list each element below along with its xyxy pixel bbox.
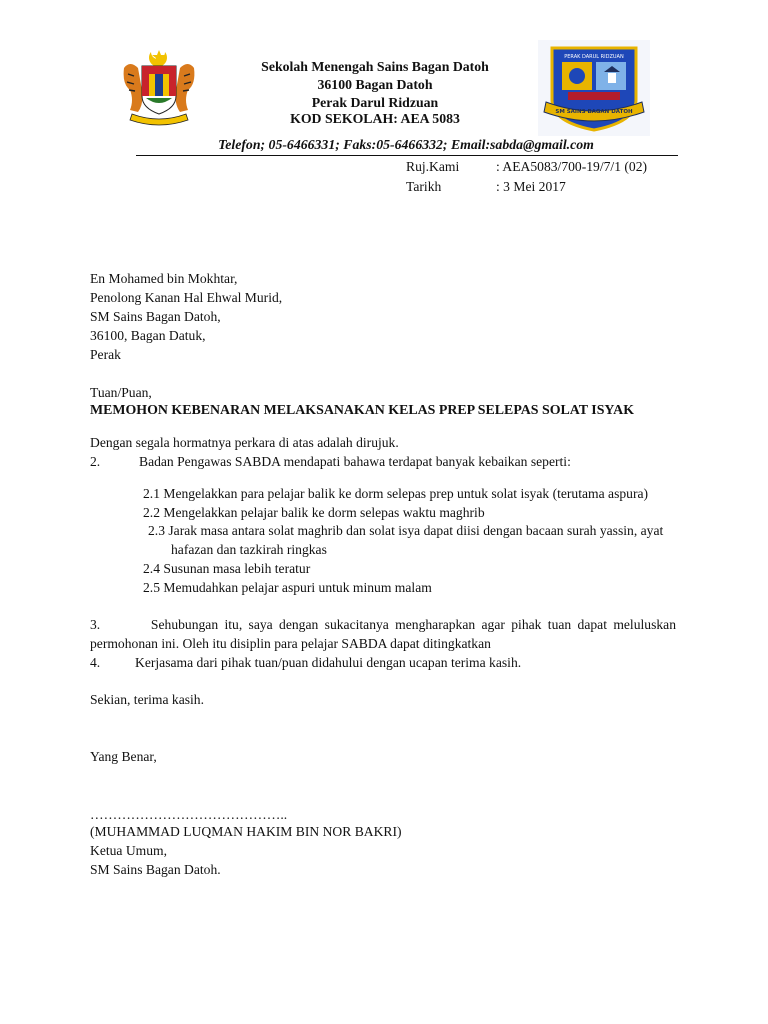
list-item: 2.1 Mengelakkan para pelajar balik ke dorm selepas prep untuk solat isyak (terutama aspura) bbox=[143, 486, 649, 501]
recipient-line: Penolong Kanan Hal Ehwal Murid, bbox=[90, 290, 283, 305]
ruj-label: Ruj.Kami bbox=[406, 159, 460, 174]
signatory-name: (MUHAMMAD LUQMAN HAKIM BIN NOR BAKRI) bbox=[90, 824, 402, 839]
badge-top-text: PERAK DARUL RIDZUAN bbox=[564, 54, 624, 60]
signatory-school: SM Sains Bagan Datoh. bbox=[90, 862, 221, 877]
header-divider bbox=[136, 155, 678, 156]
signature-dots: …………………………………….. bbox=[90, 807, 288, 822]
tarikh-label: Tarikh bbox=[406, 179, 442, 194]
salutation: Tuan/Puan, bbox=[90, 385, 152, 400]
signatory-position: Ketua Umum, bbox=[90, 843, 168, 858]
recipient-line: En Mohamed bin Mokhtar, bbox=[90, 271, 238, 286]
school-name: Sekolah Menengah Sains Bagan Datoh bbox=[261, 59, 489, 74]
list-item: 2.5 Memudahkan pelajar aspuri untuk minum malam bbox=[143, 580, 432, 595]
subject: MEMOHON KEBENARAN MELAKSANAKAN KELAS PREP SELEPAS SOLAT ISYAK bbox=[90, 403, 635, 418]
malaysia-coat-of-arms-logo bbox=[118, 48, 200, 128]
yang-benar: Yang Benar, bbox=[90, 749, 157, 764]
address-line-2: Perak Darul Ridzuan bbox=[311, 95, 439, 110]
school-code: KOD SEKOLAH: AEA 5083 bbox=[290, 111, 460, 126]
paragraph-2-text: Badan Pengawas SABDA mendapati bahawa terdapat banyak kebaikan seperti: bbox=[139, 454, 571, 469]
recipient-line: SM Sains Bagan Datoh, bbox=[90, 309, 221, 324]
list-item: 2.3 Jarak masa antara solat maghrib dan solat isya dapat diisi dengan bacaan surah yassin, ayat bbox=[148, 523, 664, 538]
closing-thanks: Sekian, terima kasih. bbox=[90, 692, 205, 707]
recipient-line: 36100, Bagan Datuk, bbox=[90, 328, 206, 343]
list-item: 2.2 Mengelakkan pelajar balik ke dorm selepas waktu maghrib bbox=[143, 505, 485, 520]
badge-banner-text: SM SAINS BAGAN DATOH bbox=[555, 109, 633, 115]
list-item-continuation: hafazan dan tazkirah ringkas bbox=[171, 542, 327, 557]
ruj-value: : AEA5083/700-19/7/1 (02) bbox=[496, 159, 648, 174]
address-line-1: 36100 Bagan Datoh bbox=[317, 77, 433, 92]
tarikh-value: : 3 Mei 2017 bbox=[496, 179, 566, 194]
paragraph-3-line-1: 3. Sehubungan itu, saya dengan sukacitanya mengharapkan agar pihak tuan dapat meluluskan bbox=[90, 617, 676, 632]
school-badge-logo bbox=[538, 40, 650, 136]
list-item: 2.4 Susunan masa lebih teratur bbox=[143, 561, 311, 576]
opening-paragraph: Dengan segala hormatnya perkara di atas adalah dirujuk. bbox=[90, 435, 399, 450]
paragraph-4-number: 4. bbox=[90, 655, 101, 670]
contact-line: Telefon; 05-6466331; Faks:05-6466332; Email:sabda@gmail.com bbox=[218, 137, 594, 152]
paragraph-2-number: 2. bbox=[90, 454, 101, 469]
paragraph-4-text: Kerjasama dari pihak tuan/puan didahului dengan ucapan terima kasih. bbox=[135, 655, 522, 670]
recipient-line: Perak bbox=[90, 347, 121, 362]
paragraph-3-line-2: permohonan ini. Oleh itu disiplin para pelajar SABDA dapat ditingkatkan bbox=[90, 636, 491, 651]
